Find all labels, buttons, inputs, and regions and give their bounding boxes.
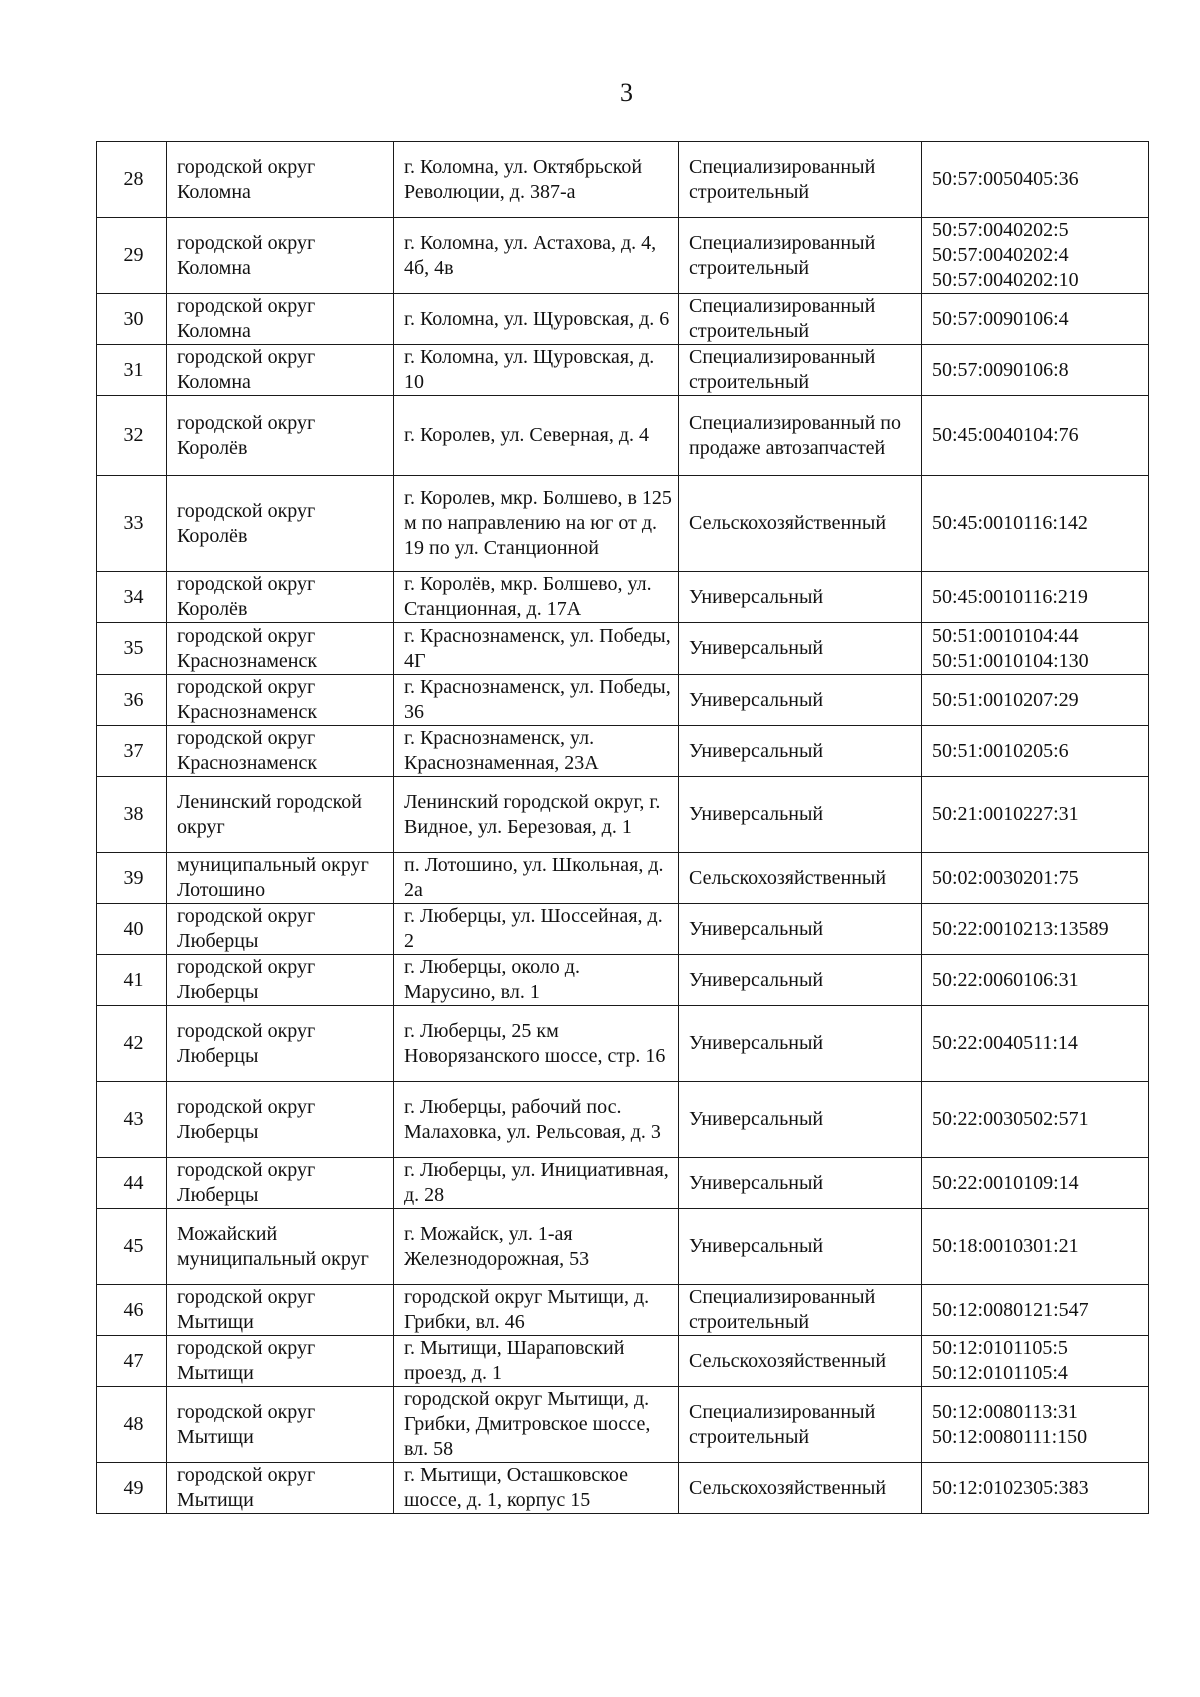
cadastral-number: 50:51:0010104:44 — [932, 624, 1079, 647]
fair-type-cell: Универсальный — [679, 1209, 922, 1285]
address-cell: г. Люберцы, ул. Шоссейная, д. 2 — [394, 904, 679, 955]
row-number-cell: 40 — [97, 904, 167, 955]
table-row — [97, 1387, 1149, 1463]
cadastral-number-cell — [922, 1387, 1149, 1463]
fair-type-cell: Универсальный — [679, 955, 922, 1006]
registry-table — [96, 141, 1149, 1514]
cadastral-number-cell — [922, 218, 1149, 294]
district-cell: городской округ Люберцы — [167, 1006, 394, 1082]
row-number-cell: 42 — [97, 1006, 167, 1082]
cadastral-number-cell — [922, 955, 1149, 1006]
table-row — [97, 777, 1149, 853]
cadastral-number-cell — [922, 1082, 1149, 1158]
cadastral-number-cell — [922, 294, 1149, 345]
row-number-cell: 44 — [97, 1158, 167, 1209]
district-cell: городской округ Королёв — [167, 396, 394, 476]
cadastral-number: 50:02:0030201:75 — [932, 866, 1079, 889]
row-number-cell: 31 — [97, 345, 167, 396]
cadastral-number-cell — [922, 1463, 1149, 1514]
cadastral-number: 50:22:0040511:14 — [932, 1032, 1078, 1054]
address-cell: г. Люберцы, рабочий пос. Малаховка, ул. Рельсовая, д. 3 — [394, 1082, 679, 1158]
table-row — [97, 218, 1149, 294]
table-row — [97, 1006, 1149, 1082]
district-cell: городской округ Краснознаменск — [167, 726, 394, 777]
table-row — [97, 1082, 1149, 1158]
address-cell: г. Коломна, ул. Астахова, д. 4, 4б, 4в — [394, 218, 679, 294]
cadastral-number: 50:57:0040202:4 — [932, 244, 1069, 266]
cadastral-number-cell — [922, 904, 1149, 955]
address-cell: г. Королев, ул. Северная, д. 4 — [394, 396, 679, 476]
district-cell: городской округ Мытищи — [167, 1285, 394, 1336]
fair-type-cell: Универсальный — [679, 675, 922, 726]
address-cell: г. Люберцы, ул. Инициативная, д. 28 — [394, 1158, 679, 1209]
table-row — [97, 142, 1149, 218]
cadastral-number: 50:12:0102305:383 — [932, 1476, 1089, 1499]
cadastral-number: 50:51:0010104:130 — [932, 649, 1089, 672]
row-number-cell: 29 — [97, 218, 167, 294]
address-cell: г. Мытищи, Осташковское шоссе, д. 1, корпус 15 — [394, 1463, 679, 1514]
cadastral-number: 50:51:0010207:29 — [932, 688, 1079, 711]
row-number-cell: 46 — [97, 1285, 167, 1336]
table-row — [97, 955, 1149, 1006]
cadastral-number: 50:12:0080121:547 — [932, 1298, 1089, 1321]
address-cell: г. Можайск, ул. 1-ая Железнодорожная, 53 — [394, 1209, 679, 1285]
cadastral-number-cell — [922, 1285, 1149, 1336]
cadastral-number-cell — [922, 1209, 1149, 1285]
table-row — [97, 294, 1149, 345]
fair-type-cell: Специализированный строительный — [679, 294, 922, 345]
district-cell: муниципальный округ Лотошино — [167, 853, 394, 904]
fair-type-cell: Специализированный строительный — [679, 1285, 922, 1336]
district-cell: городской округ Мытищи — [167, 1463, 394, 1514]
table-row — [97, 623, 1149, 675]
cadastral-number: 50:12:0101105:5 — [932, 1337, 1068, 1359]
district-cell: городской округ Королёв — [167, 476, 394, 572]
cadastral-number-cell — [922, 853, 1149, 904]
table-row — [97, 572, 1149, 623]
cadastral-number-cell — [922, 777, 1149, 853]
address-cell: г. Королёв, мкр. Болшево, ул. Станционная, д. 17А — [394, 572, 679, 623]
cadastral-number-cell — [922, 345, 1149, 396]
address-cell: г. Краснознаменск, ул. Краснознаменная, 23А — [394, 726, 679, 777]
district-cell: городской округ Люберцы — [167, 904, 394, 955]
table-row — [97, 1209, 1149, 1285]
fair-type-cell: Сельскохозяйственный — [679, 853, 922, 904]
cadastral-number-cell — [922, 1336, 1149, 1387]
row-number-cell: 30 — [97, 294, 167, 345]
address-cell: г. Коломна, ул. Щуровская, д. 10 — [394, 345, 679, 396]
cadastral-number: 50:57:0090106:4 — [932, 307, 1069, 330]
row-number-cell: 32 — [97, 396, 167, 476]
fair-type-cell: Сельскохозяйственный — [679, 1463, 922, 1514]
fair-type-cell: Универсальный — [679, 1006, 922, 1082]
district-cell: городской округ Мытищи — [167, 1387, 394, 1463]
table-row — [97, 726, 1149, 777]
row-number-cell: 49 — [97, 1463, 167, 1514]
cadastral-number: 50:22:0030502:571 — [932, 1108, 1089, 1130]
cadastral-number: 50:57:0050405:36 — [932, 168, 1079, 190]
address-cell: г. Краснознаменск, ул. Победы, 4Г — [394, 623, 679, 675]
district-cell: городской округ Люберцы — [167, 1082, 394, 1158]
cadastral-number: 50:22:0010213:13589 — [932, 917, 1109, 940]
row-number-cell: 34 — [97, 572, 167, 623]
fair-type-cell: Универсальный — [679, 1158, 922, 1209]
row-number-cell: 35 — [97, 623, 167, 675]
fair-type-cell: Специализированный строительный — [679, 142, 922, 218]
cadastral-number: 50:45:0010116:219 — [932, 585, 1088, 608]
row-number-cell: 43 — [97, 1082, 167, 1158]
fair-type-cell: Универсальный — [679, 623, 922, 675]
cadastral-number-cell — [922, 675, 1149, 726]
address-cell: г. Люберцы, 25 км Новорязанского шоссе, стр. 16 — [394, 1006, 679, 1082]
page-number: 3 — [620, 78, 633, 107]
cadastral-number-cell — [922, 623, 1149, 675]
row-number-cell: 45 — [97, 1209, 167, 1285]
row-number-cell: 33 — [97, 476, 167, 572]
row-number-cell: 28 — [97, 142, 167, 218]
cadastral-number-cell — [922, 572, 1149, 623]
cadastral-number: 50:57:0040202:10 — [932, 269, 1079, 291]
row-number-cell: 39 — [97, 853, 167, 904]
table-row — [97, 396, 1149, 476]
fair-type-cell: Универсальный — [679, 1082, 922, 1158]
district-cell: городской округ Краснознаменск — [167, 623, 394, 675]
table-row — [97, 1285, 1149, 1336]
table-row — [97, 345, 1149, 396]
cadastral-number-cell — [922, 142, 1149, 218]
district-cell: городской округ Коломна — [167, 142, 394, 218]
cadastral-number: 50:12:0080113:31 — [932, 1400, 1078, 1423]
table-row — [97, 1336, 1149, 1387]
address-cell: городской округ Мытищи, д. Грибки, Дмитровское шоссе, вл. 58 — [394, 1387, 679, 1463]
address-cell: Ленинский городской округ, г. Видное, ул. Березовая, д. 1 — [394, 777, 679, 853]
table-row — [97, 476, 1149, 572]
district-cell: городской округ Люберцы — [167, 1158, 394, 1209]
cadastral-number-cell — [922, 476, 1149, 572]
cadastral-number: 50:45:0010116:142 — [932, 512, 1088, 534]
address-cell: г. Краснознаменск, ул. Победы, 36 — [394, 675, 679, 726]
row-number-cell: 47 — [97, 1336, 167, 1387]
cadastral-number: 50:22:0010109:14 — [932, 1171, 1079, 1194]
cadastral-number: 50:51:0010205:6 — [932, 739, 1069, 762]
table-row — [97, 904, 1149, 955]
fair-type-cell: Специализированный строительный — [679, 218, 922, 294]
fair-type-cell: Универсальный — [679, 572, 922, 623]
fair-type-cell: Специализированный строительный — [679, 345, 922, 396]
fair-type-cell: Универсальный — [679, 726, 922, 777]
address-cell: г. Мытищи, Шараповский проезд, д. 1 — [394, 1336, 679, 1387]
table-row — [97, 853, 1149, 904]
cadastral-number: 50:18:0010301:21 — [932, 1235, 1079, 1257]
district-cell: городской округ Коломна — [167, 294, 394, 345]
row-number-cell: 37 — [97, 726, 167, 777]
registry-table-body — [97, 142, 1149, 1514]
fair-type-cell: Специализированный строительный — [679, 1387, 922, 1463]
district-cell: Можайский муниципальный округ — [167, 1209, 394, 1285]
row-number-cell: 41 — [97, 955, 167, 1006]
cadastral-number: 50:12:0080111:150 — [932, 1425, 1088, 1448]
cadastral-number: 50:45:0040104:76 — [932, 424, 1079, 446]
address-cell: п. Лотошино, ул. Школьная, д. 2а — [394, 853, 679, 904]
district-cell: городской округ Краснознаменск — [167, 675, 394, 726]
table-row — [97, 675, 1149, 726]
district-cell: городской округ Мытищи — [167, 1336, 394, 1387]
cadastral-number: 50:12:0101105:4 — [932, 1362, 1068, 1384]
row-number-cell: 38 — [97, 777, 167, 853]
cadastral-number-cell — [922, 1158, 1149, 1209]
table-row — [97, 1158, 1149, 1209]
fair-type-cell: Сельскохозяйственный — [679, 476, 922, 572]
table-row — [97, 1463, 1149, 1514]
district-cell: городской округ Коломна — [167, 218, 394, 294]
fair-type-cell: Универсальный — [679, 777, 922, 853]
cadastral-number: 50:21:0010227:31 — [932, 803, 1079, 825]
row-number-cell: 48 — [97, 1387, 167, 1463]
fair-type-cell: Специализированный по продаже автозапчастей — [679, 396, 922, 476]
district-cell: городской округ Королёв — [167, 572, 394, 623]
district-cell: Ленинский городской округ — [167, 777, 394, 853]
cadastral-number-cell — [922, 726, 1149, 777]
address-cell: г. Коломна, ул. Октябрьской Революции, д. 387-а — [394, 142, 679, 218]
address-cell: г. Королев, мкр. Болшево, в 125 м по направлению на юг от д. 19 по ул. Станционной — [394, 476, 679, 572]
address-cell: г. Коломна, ул. Щуровская, д. 6 — [394, 294, 679, 345]
row-number-cell: 36 — [97, 675, 167, 726]
fair-type-cell: Сельскохозяйственный — [679, 1336, 922, 1387]
fair-type-cell: Универсальный — [679, 904, 922, 955]
cadastral-number-cell — [922, 396, 1149, 476]
address-cell: городской округ Мытищи, д. Грибки, вл. 46 — [394, 1285, 679, 1336]
cadastral-number: 50:57:0090106:8 — [932, 358, 1069, 381]
cadastral-number-cell — [922, 1006, 1149, 1082]
district-cell: городской округ Люберцы — [167, 955, 394, 1006]
cadastral-number: 50:57:0040202:5 — [932, 219, 1069, 241]
district-cell: городской округ Коломна — [167, 345, 394, 396]
cadastral-number: 50:22:0060106:31 — [932, 968, 1079, 991]
address-cell: г. Люберцы, около д. Марусино, вл. 1 — [394, 955, 679, 1006]
